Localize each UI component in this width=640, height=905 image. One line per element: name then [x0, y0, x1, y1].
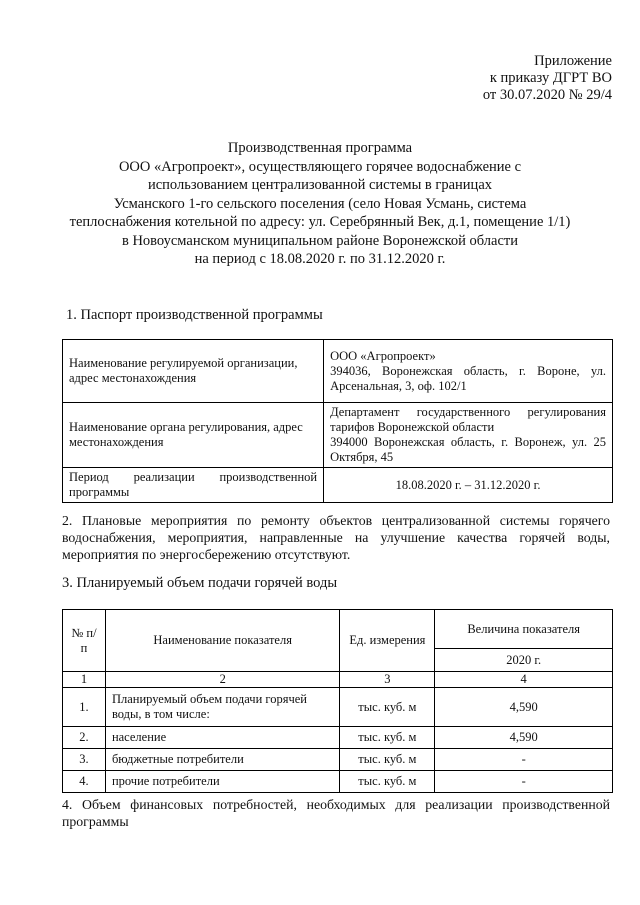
passport-label: Период реализации производственной программы	[63, 468, 324, 503]
table-row	[63, 727, 613, 749]
section3-heading: 3. Планируемый объем подачи горячей воды	[62, 575, 338, 591]
header-unit: Ед. измерения	[340, 610, 435, 672]
title-line-7: на период с 18.08.2020 г. по 31.12.2020 г.	[194, 251, 446, 267]
row-value: -	[435, 749, 613, 771]
row-name: население	[105, 727, 340, 749]
title-line-6: в Новоусманском муниципальном районе Воронежской области	[121, 232, 519, 249]
row-num: 1.	[63, 688, 106, 727]
row-num: 2.	[63, 727, 106, 749]
header-year: 2020 г.	[435, 649, 613, 672]
column-number: 1	[63, 672, 106, 688]
row-value: 4,590	[435, 688, 613, 727]
column-number: 3	[340, 672, 435, 688]
passport-value	[324, 403, 613, 468]
passport-table	[62, 339, 613, 503]
column-number: 4	[435, 672, 613, 688]
row-value: -	[435, 771, 613, 793]
header-name: Наименование показателя	[105, 610, 340, 672]
title-line-3: использованием централизованной системы в границах	[147, 177, 493, 193]
passport-row	[63, 340, 613, 403]
passport-value-line: 394036, Воронежская область, г. Вороне, ул. Арсенальная, 3, оф. 102/1	[330, 363, 606, 393]
row-unit: тыс. куб. м	[340, 771, 435, 793]
appendix-line-3: от 30.07.2020 № 29/4	[482, 87, 612, 103]
row-unit: тыс. куб. м	[340, 727, 435, 749]
table-header-row	[63, 610, 613, 649]
title-line-2: ООО «Агропроект», осуществляющего горячее водоснабжение с	[118, 158, 522, 175]
table-row	[63, 749, 613, 771]
column-number: 2	[105, 672, 340, 688]
header-num: № п/п	[63, 610, 106, 672]
title-line-4: Усманского 1-го сельского поселения (село Новая Усмань, система	[113, 195, 527, 212]
row-name: Планируемый объем подачи горячей воды, в том числе:	[105, 688, 340, 727]
table-row	[63, 688, 613, 727]
row-unit: тыс. куб. м	[340, 749, 435, 771]
section1-heading: 1. Паспорт производственной программы	[66, 307, 323, 323]
passport-value-line: ООО «Агропроект»	[330, 348, 436, 363]
passport-value-line: 18.08.2020 г. – 31.12.2020 г.	[395, 477, 541, 492]
row-num: 4.	[63, 771, 106, 793]
header-value: Величина показателя	[435, 610, 613, 649]
title-line-1: Производственная программа	[227, 140, 413, 156]
hot-water-volume-table	[62, 609, 613, 793]
passport-row	[63, 403, 613, 468]
table-row	[63, 771, 613, 793]
title-line-5: теплоснабжения котельной по адресу: ул. Серебрянный Век, д.1, помещение 1/1)	[69, 214, 571, 230]
section2-text: 2. Плановые мероприятия по ремонту объектов централизованной системы горячего водоснабжения, мероприятия, направленные на улучшение качества горячей воды, мероприятия по энергосбережению отсутствуют.	[62, 513, 610, 562]
appendix-header	[483, 53, 612, 104]
passport-value-line: 394000 Воронежская область, г. Воронеж, ул. 25 Октября, 45	[330, 435, 606, 464]
document-title	[40, 139, 600, 269]
row-name: прочие потребители	[105, 771, 340, 793]
appendix-line-2: к приказу ДГРТ ВО	[489, 70, 612, 86]
row-unit: тыс. куб. м	[340, 688, 435, 727]
passport-row	[63, 468, 613, 503]
row-name: бюджетные потребители	[105, 749, 340, 771]
passport-label: Наименование органа регулирования, адрес местонахождения	[63, 403, 324, 468]
row-value: 4,590	[435, 727, 613, 749]
appendix-line-1: Приложение	[534, 53, 612, 69]
passport-value-line: Департамент государственного регулирования тарифов Воронежской области	[330, 405, 606, 434]
section4-text: 4. Объем финансовых потребностей, необходимых для реализации производственной программы	[62, 797, 610, 829]
passport-label: Наименование регулируемой организации, адрес местонахождения	[63, 340, 324, 403]
row-num: 3.	[63, 749, 106, 771]
passport-value	[324, 468, 613, 503]
passport-value	[324, 340, 613, 403]
column-number-row	[63, 672, 613, 688]
